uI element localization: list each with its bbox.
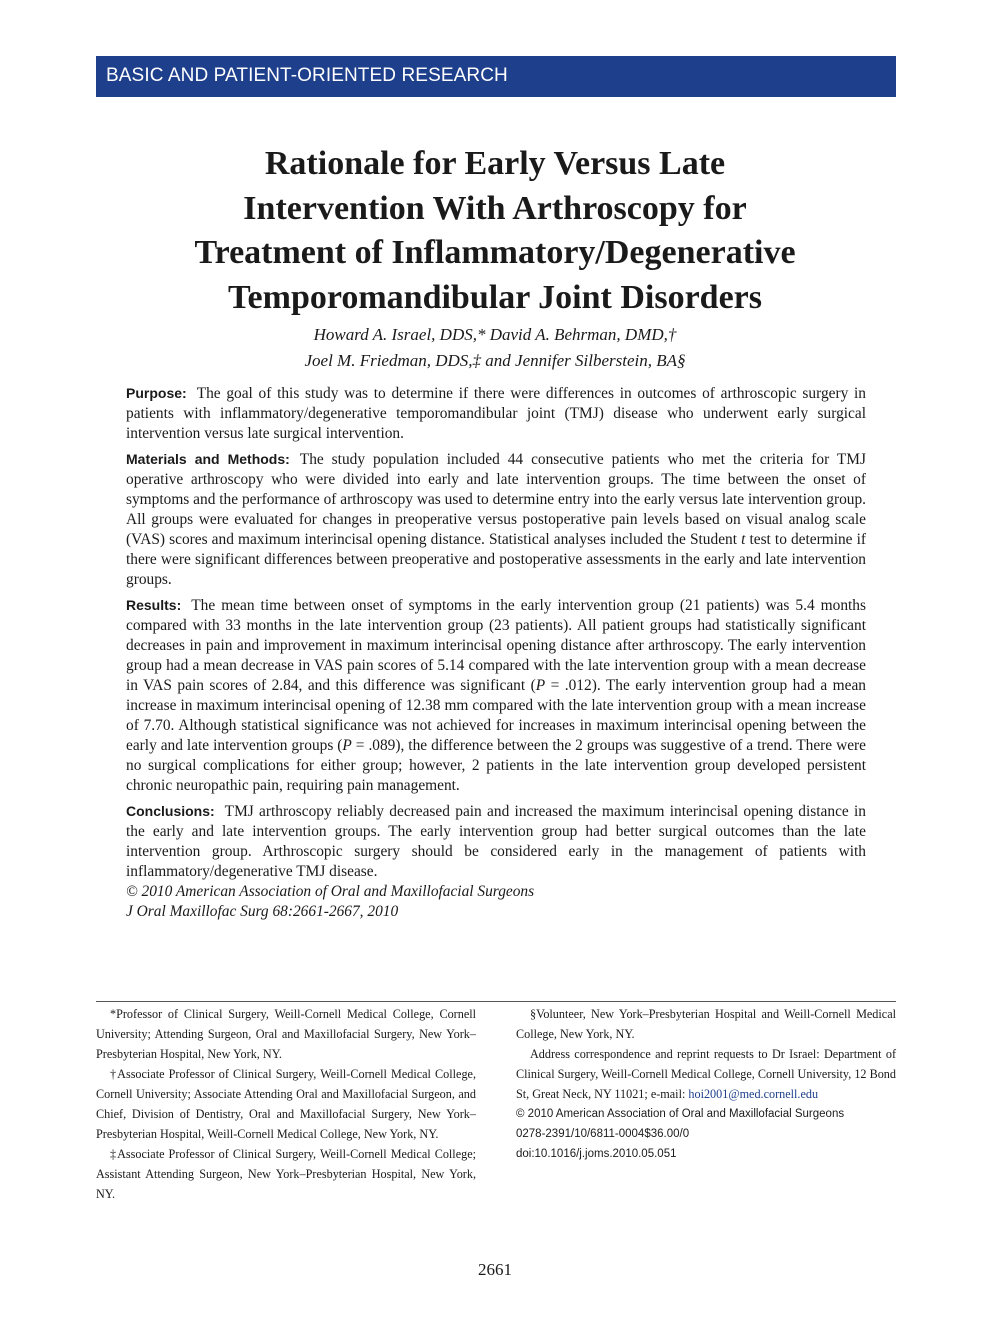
- methods-text-b: test to determine if there were significant differences between preoperative and postoperative assessments in the early and late intervention groups.: [126, 531, 866, 588]
- email-link[interactable]: hoi2001@med.cornell.edu: [688, 1087, 819, 1101]
- title-line-4: Temporomandibular Joint Disorders: [227, 278, 762, 316]
- abstract-conclusions: [126, 801, 866, 882]
- methods-text-a: The study population included 44 consecutive patients who met the criteria for TMJ operative arthroscopy who were divided into early and late intervention groups. The time between the onset of symptoms and the performance of arthroscopy was used to determine entry into the early versus late intervention group. All groups were evaluated for changes in preoperative versus postoperative pain levels based on visual analog scale (VAS) scores and maximum interincisal opening distance. Statistical analyses included the Student: [126, 451, 866, 548]
- issn-code: 0278-2391/10/6811-0004$36.00/0: [516, 1128, 690, 1140]
- abstract-copyright: © 2010 American Association of Oral and Maxillofacial Surgeons: [126, 883, 535, 900]
- author-list: [100, 322, 890, 374]
- title-line-2: Intervention With Arthroscopy for: [243, 189, 747, 227]
- title-line-1: Rationale for Early Versus Late: [264, 145, 726, 182]
- abstract: [126, 383, 866, 922]
- page-number: 2661: [478, 1260, 512, 1279]
- authors-line-1: Howard A. Israel, DDS,* David A. Behrman, DMD,†: [313, 325, 677, 344]
- footnote-1: *Professor of Clinical Surgery, Weill-Cornell Medical College, Cornell University; Attending Surgeon, Oral and Maxillofacial Surgery, New York–Presbyterian Hospital, New York, NY.: [96, 1007, 476, 1061]
- purpose-text: The goal of this study was to determine if there were differences in outcomes of arthroscopic surgery in patients with inflammatory/degenerative temporomandibular joint (TMJ) disease who underwent early surgical intervention versus late surgical intervention.: [126, 385, 866, 442]
- footnote-3: ‡Associate Professor of Clinical Surgery, Weill-Cornell Medical College; Assistant Attending Surgeon, New York–Presbyterian Hospital, New York, NY.: [96, 1147, 476, 1201]
- results-text-a: The mean time between onset of symptoms in the early intervention group (21 patients) was 5.4 months compared with 33 months in the late intervention group (23 patients). All patient groups had statistically significant decreases in pain and improvement in maximum interincisal opening distance after arthroscopy. The early intervention group had a mean decrease in VAS pain scores of 5.14 compared with the late intervention group with a mean decrease in VAS pain scores of 2.84, and this difference was significant (: [126, 597, 866, 694]
- abstract-results: [126, 595, 866, 796]
- results-label: Results:: [126, 597, 182, 613]
- abstract-purpose: [126, 383, 866, 444]
- results-text-b: = .012). The early intervention group had a mean increase in maximum interincisal opening of 12.38 mm compared with the late intervention group with a mean increase of 7.70. Although statistical significance was not achieved for increases in maximum interincisal opening between the early and late intervention groups (: [126, 677, 866, 754]
- title-line-3: Treatment of Inflammatory/Degenerative: [194, 234, 796, 271]
- conclusions-label: Conclusions:: [126, 803, 215, 819]
- section-label: BASIC AND PATIENT-ORIENTED RESEARCH: [106, 65, 508, 86]
- results-p2: P: [342, 737, 352, 754]
- footnote-4: §Volunteer, New York–Presbyterian Hospital and Weill-Cornell Medical College, New York, NY.: [516, 1007, 896, 1041]
- article-title: [100, 142, 890, 320]
- footnote-copyright: © 2010 American Association of Oral and Maxillofacial Surgeons: [516, 1108, 845, 1120]
- footnote-divider: [96, 1001, 896, 1002]
- section-banner: [96, 56, 896, 97]
- correspondence: [516, 1044, 896, 1104]
- methods-label: Materials and Methods:: [126, 451, 290, 467]
- conclusions-text: TMJ arthroscopy reliably decreased pain and increased the maximum interincisal opening distance in the early and late intervention groups. The early intervention group had better surgical outcomes than the late intervention group. Arthroscopic surgery should be considered early in the management of patients with inflammatory/degenerative TMJ disease.: [126, 803, 866, 880]
- correspondence-text: Address correspondence and reprint requests to Dr Israel: Department of Clinical Surgery, Weill-Cornell Medical College, Cornell University, 12 Bond St, Great Neck, NY 11021; e-mail:: [516, 1047, 896, 1101]
- doi: doi:10.1016/j.joms.2010.05.051: [516, 1148, 677, 1160]
- footnote-2: †Associate Professor of Clinical Surgery, Weill-Cornell Medical College, Cornell University; Associate Attending Oral and Maxillofacial Surgeon, and Chief, Division of Dentistry, Oral and Maxillofacial Surgery, New York–Presbyterian Hospital, Weill-Cornell Medical College, New York, NY.: [96, 1067, 476, 1141]
- results-text-c: = .089), the difference between the 2 groups was suggestive of a trend. There were no surgical complications for either group; however, 2 patients in the late intervention group developed persistent chronic neuropathic pain, requiring pain management.: [126, 737, 866, 794]
- abstract-journal: J Oral Maxillofac Surg 68:2661-2667, 2010: [126, 903, 399, 920]
- methods-t: t: [741, 531, 746, 548]
- footnotes-left: [96, 1004, 476, 1204]
- purpose-label: Purpose:: [126, 385, 187, 401]
- footnotes-right: [516, 1004, 896, 1164]
- authors-line-2: Joel M. Friedman, DDS,‡ and Jennifer Silberstein, BA§: [304, 351, 686, 370]
- results-p1: P: [535, 677, 546, 694]
- abstract-methods: [126, 449, 866, 590]
